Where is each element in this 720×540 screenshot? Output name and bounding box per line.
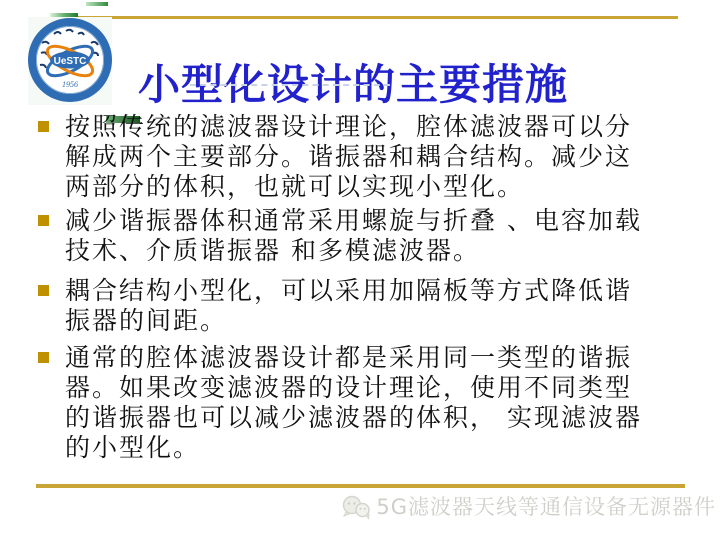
bullet-square-icon [38,215,49,226]
bullet-square-icon [38,121,49,132]
bullet-line: 减少谐振器体积通常采用螺旋与折叠 、电容加载 [65,206,642,235]
bottom-gold-rule [36,484,685,488]
bullet-line: 的小型化。 [65,433,201,462]
bullet-square-icon [38,352,49,363]
logo-year: 1956 [62,80,78,89]
bullet-line: 解成两个主要部分。谐振器和耦合结构。减少这 [65,142,633,171]
bullet-line: 按照传统的滤波器设计理论，腔体滤波器可以分 [65,112,633,141]
bullet-line: 器。如果改变滤波器的设计理论，使用不同类型 [65,373,633,402]
slide-title: 小型化设计的主要措施 [138,60,569,110]
bullet-text [65,206,642,266]
green-accent-chip [86,2,108,6]
bullet-line: 两部分的体积，也就可以实现小型化。 [65,172,525,201]
bullet-item-1 [38,112,690,202]
bullet-line: 耦合结构小型化，可以采用加隔板等方式降低谐 [65,276,633,305]
uestc-logo [28,17,112,105]
bullet-line: 通常的腔体滤波器设计都是采用同一类型的谐振 [65,343,633,372]
bullet-text [65,343,642,463]
bullet-item-3 [38,276,690,336]
bullet-line: 振器的间距。 [65,306,228,335]
top-gold-rule [50,16,678,19]
bullet-line: 技术、介质谐振器 和多模滤波器。 [65,236,480,265]
bullet-line: 的谐振器也可以减少滤波器的体积， 实现滤波器 [65,403,642,432]
wechat-icon [341,495,371,520]
bullet-item-2 [38,206,690,266]
watermark-text: 5G滤波器天线等通信设备无源器件 [376,495,716,519]
bullet-text [65,276,632,336]
title-underline [190,84,390,86]
logo-acronym: UeSTC [53,56,87,67]
bullet-square-icon [38,285,49,296]
uestc-logo-icon [28,17,112,105]
bullet-text [65,112,632,202]
bullet-item-4 [38,343,690,463]
footer-watermark [341,491,716,521]
